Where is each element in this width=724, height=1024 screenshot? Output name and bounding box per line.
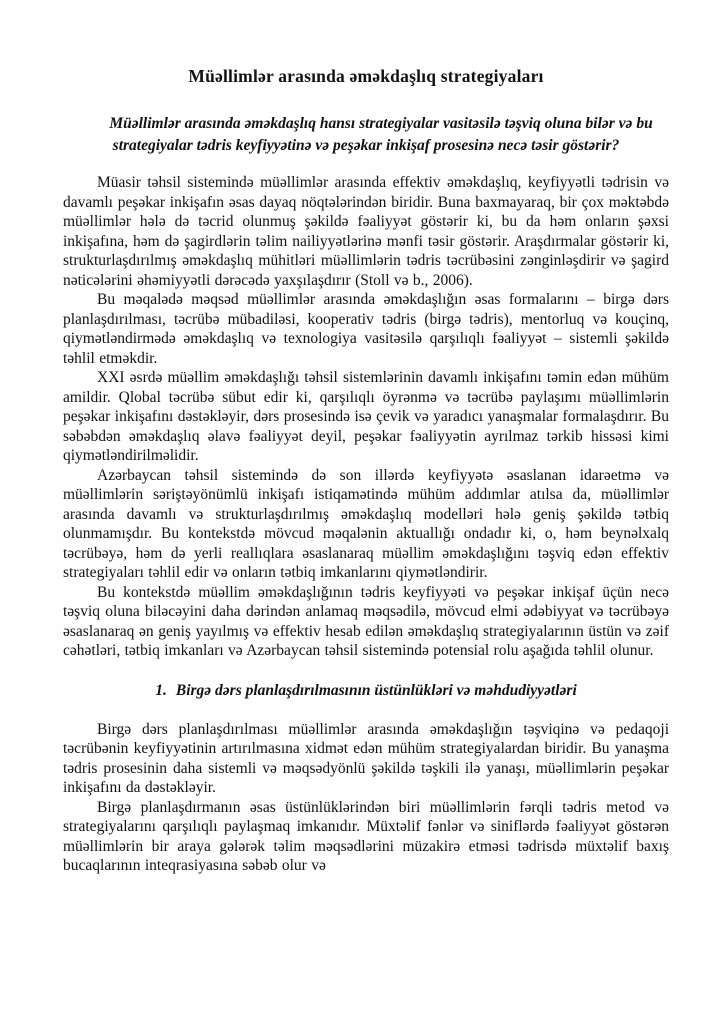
research-question: Müəllimlər arasında əməkdaşlıq hansı strategiyalar vasitəsilə təşviq oluna bilər və bu strategiyalar tədris keyfiyyətinə və peşəkar inkişaf prosesinə necə təsir göstərir? <box>109 115 653 154</box>
section-1-number: 1. <box>155 681 167 699</box>
section-1-heading <box>63 680 669 701</box>
section-1-title: Birgə dərs planlaşdırılmasının üstünlükləri və məhdudiyyətləri <box>175 681 577 699</box>
intro-paragraph-1: Müasir təhsil sistemində müəllimlər arasında effektiv əməkdaşlıq, keyfiyyətli tədrisin və davamlı peşəkar inkişafın əsas dayaq nöqtələrindən biridir. Buna baxmayaraq, bir çox məktəbdə müəllimlər hələ də təcrid olunmuş şəkildə fəaliyyət göstərir ki, bu da həm onların şəxsi inkişafına, həm də şagirdlərin təlim nailiyyətlərinə mənfi təsir göstərir. Araşdırmalar göstərir ki, strukturlaşdırılmış əməkdaşlıq mühitləri müəllimlərin tədris təcrübəsini zənginləşdirir və şagird nəticələrini əhəmiyyətli dərəcədə yaxşılaşdırır (Stoll və b., 2006). <box>63 174 669 289</box>
intro-paragraph-3: XXI əsrdə müəllim əməkdaşlığı təhsil sistemlərinin davamlı inkişafını təmin edən mühüm amildir. Qlobal təcrübə sübut edir ki, qarşılıqlı öyrənmə və təcrübə paylaşımı müəllimlərin peşəkar inkişafını dəstəkləyir, dərs prosesində isə çevik və yaradıcı yanaşmalar formalaşdırır. Bu səbəbdən əməkdaşlıq əlavə fəaliyyət deyil, peşəkar fəaliyyətin ayrılmaz tərkib hissəsi kimi qiymətləndirilməlidir. <box>63 369 669 464</box>
section-1-paragraph-2: Birgə planlaşdırmanın əsas üstünlüklərindən biri müəllimlərin fərqli tədris metod və strategiyalarını qarşılıqlı paylaşmaq imkanıdır. Müxtəlif fənlər və siniflərdə fəaliyyət göstərən müəllimlərin bir araya gələrək təlim məqsədlərini müzakirə etməsi tədrisdə müxtəlif baxış bucaqlarının inteqrasiyasına səbəb olur və <box>63 798 669 874</box>
section-1-paragraph-1: Birgə dərs planlaşdırılması müəllimlər arasında əməkdaşlığın təşviqinə və pedaqoji təcrübənin keyfiyyətinin artırılmasına xidmət edən mühüm strategiyalardan biridir. Bu yanaşma tədris prosesinin daha sistemli və məqsədyönlü şəkildə təşkili ilə yanaşı, müəllimlərin peşəkar inkişafını da dəstəkləyir. <box>63 720 669 796</box>
intro-paragraph-2: Bu məqalədə məqsəd müəllimlər arasında əməkdaşlığın əsas formalarını – birgə dərs planlaşdırılması, təcrübə mübadiləsi, kooperativ tədris (birgə tədris), mentorluq və kouçinq, qiymətləndirmədə əməkdaşlıq və texnologiya vasitəsilə qarşılıqlı fəaliyyət – sistemli şəkildə təhlil etməkdir. <box>63 291 669 367</box>
intro-paragraph-4: Azərbaycan təhsil sistemində də son illərdə keyfiyyətə əsaslanan idarəetmə və müəllimlərin səriştəyönümlü inkişafı istiqamətində mühüm addımlar atılsa da, müəllimlər arasında davamlı və strukturlaşdırılmış əməkdaşlıq modelləri hələ geniş şəkildə tətbiq olunmamışdır. Bu kontekstdə mövcud məqalənin aktuallığı ondadır ki, o, həm beynəlxalq təcrübəyə, həm də yerli reallıqlara əsaslanaraq müəllim əməkdaşlığını təşviq edən effektiv strategiyaları təhlil edir və onların tətbiq imkanlarını qiymətləndirir. <box>63 466 669 581</box>
intro-paragraph-5: Bu kontekstdə müəllim əməkdaşlığının tədris keyfiyyəti və peşəkar inkişaf üçün necə təşviq oluna biləcəyini daha dərindən anlamaq məqsədilə, mövcud elmi ədəbiyyat və təcrübəyə əsaslanaraq ən geniş yayılmış və effektiv hesab edilən əməkdaşlıq strategiyalarının üstün və zəif cəhətləri, tətbiq imkanları və Azərbaycan təhsil sistemində potensial rolu aşağıda təhlil olunur. <box>63 583 669 659</box>
page-title: Müəllimlər arasında əməkdaşlıq strategiyaları <box>188 66 544 86</box>
